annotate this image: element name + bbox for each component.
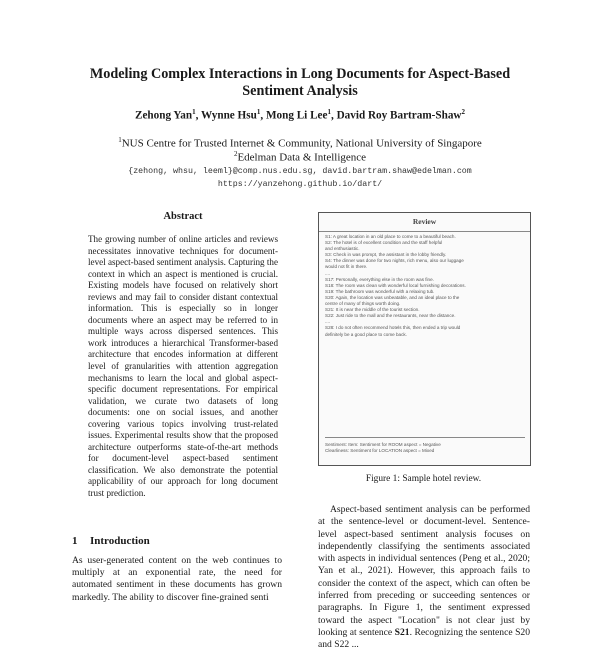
affiliation-text: Edelman Data & Intelligence (237, 151, 367, 164)
author-separator: , (260, 109, 266, 122)
affiliation-text: NUS Centre for Trusted Internet & Community, National University of Singapore (121, 137, 482, 150)
author-name: Zehong Yan (134, 109, 193, 122)
review-sentence: S1: A great location in an old place to come to a beautiful beach. (325, 234, 456, 239)
review-sentence: S4: The dinner was done for two nights, rich menu, also our luggage (325, 258, 464, 264)
sentiment-line-1: Sentiment: Item: Sentiment for ROOM aspect = Negative (325, 442, 441, 447)
review-sentence: S22: Just ride to the mall and the restaurants, near the distance. (325, 313, 456, 319)
review-sentence: S19: The bathroom was wonderful with a relaxing tub. (325, 288, 435, 294)
figure-caption: Figure 1: Sample hotel review. (365, 474, 482, 484)
review-sentence: and enthusiastic. (325, 246, 360, 252)
author-name: Mong Li Lee (265, 109, 328, 122)
title-line-1: Modeling Complex Interactions in Long Documents for Aspect-Based (89, 66, 511, 82)
review-sentence: S17: Personally, everything else in the room was fine. (325, 276, 434, 282)
review-sentence: centre of many of things worth doing. (325, 301, 401, 307)
right-column-paragraph (318, 504, 530, 652)
affiliation-mark: 1 (118, 136, 122, 144)
paper-title (0, 66, 600, 100)
author-emails: {zehong, whsu, leeml}@comp.nus.edu.sg, david.bartram.shaw@edelman.com (128, 167, 472, 176)
review-sentence: definitely be a good place to come back. (325, 331, 407, 337)
review-sentence: .... (325, 270, 331, 276)
author-separator: , (330, 109, 337, 122)
author-affiliation-mark: 1 (256, 108, 261, 116)
author-affiliation-mark: 2 (461, 108, 465, 116)
paragraph-tail: . Recognizing the sentence S20 and S22 ... (318, 626, 530, 651)
sentence-reference: S21 (394, 626, 410, 638)
review-sentence: S20: Again, the location was unbeatable, and an ideal place to the (325, 294, 460, 300)
review-sentence: S18: The room was clean with wonderful local furnishing decorations. (325, 282, 466, 288)
review-sentence: S2: The hotel is of excellent condition and the staff helpful (325, 240, 443, 246)
review-sentence: S21: It is near the middle of the tourist section. (325, 307, 420, 313)
figure-review-box (318, 212, 531, 466)
project-url[interactable]: https://yanzehong.github.io/dart/ (217, 180, 383, 189)
author-list (0, 108, 600, 122)
review-sentence: S28: I do not often recommend hotels this, then ended a trip would (325, 325, 461, 331)
author-separator: , (195, 109, 201, 122)
review-sentence: would not fit in there. (325, 264, 368, 270)
affiliation-2 (0, 150, 600, 164)
paragraph-text (318, 504, 530, 652)
abstract-text: The growing number of online articles and reviews necessitates innovative techniques for document-level aspect-based sentiment analysis. Capturing the context in which an aspect is mentioned is crucial. Existing models have focused on relatively short reviews and may fail to consider distant contextual information. This is especially so in longer documents where an aspect may be referred to in multiple ways across dispersed sentences. This work introduces a hierarchical Transformer-based architecture that encodes information at different level of granularities with attention aggregation mechanisms to learn the local and global aspect-specific document representations. For empirical validation, we curate two datasets of long documents: one on social issues, and another covering various topics involving trust-related issues. Experimental results show that the proposed architecture outperforms state-of-the-art methods for document-level aspect-based sentiment classification. We also demonstrate the potential applicability of our approach for long document trust prediction. (88, 234, 278, 499)
affiliation-1 (0, 136, 600, 150)
figure-header: Review (319, 213, 530, 232)
review-sentence: S3: Check in was prompt, the assistant in the lobby friendly. (325, 252, 447, 258)
section-heading-introduction (72, 535, 150, 547)
affiliation-mark: 2 (233, 150, 238, 158)
author-name: David Roy Bartram-Shaw (336, 109, 462, 122)
review-sentence: .... (325, 319, 331, 325)
author-affiliation-mark: 1 (192, 108, 196, 116)
intro-paragraph: As user-generated content on the web continues to multiply at an exponential rate, the need for automated sentiment in these documents has grown markedly. The ability to discover fine-grained senti (72, 555, 282, 603)
abstract-heading: Abstract (163, 211, 203, 222)
section-title: Introduction (90, 535, 150, 547)
review-sentiment-summary (325, 437, 525, 454)
sentiment-line-2: Clearliness: Sentiment for LOCATION aspect = Mixed (325, 448, 435, 454)
author-name: Wynne Hsu (200, 109, 257, 122)
title-line-2: Sentiment Analysis (242, 83, 358, 99)
author-affiliation-mark: 1 (327, 108, 331, 116)
section-number: 1 (72, 535, 78, 547)
review-sentence-list (325, 234, 525, 338)
abstract-body (88, 234, 278, 500)
paragraph-body: Aspect-based sentiment analysis can be performed at the sentence-level or document-level. Sentence-level aspect-based sentiment analysis focuses on independently classifying the sentiments associated with aspects in individual sentences (Peng et al., 2020; Yan et al., 2021). However, this approach fails to consider the context of the aspect, which can often be inferred from preceding or succeeding sentences or paragraphs. In Figure 1, the sentiment expressed toward the aspect "Location" is not clear just by looking at sentence (318, 504, 530, 638)
